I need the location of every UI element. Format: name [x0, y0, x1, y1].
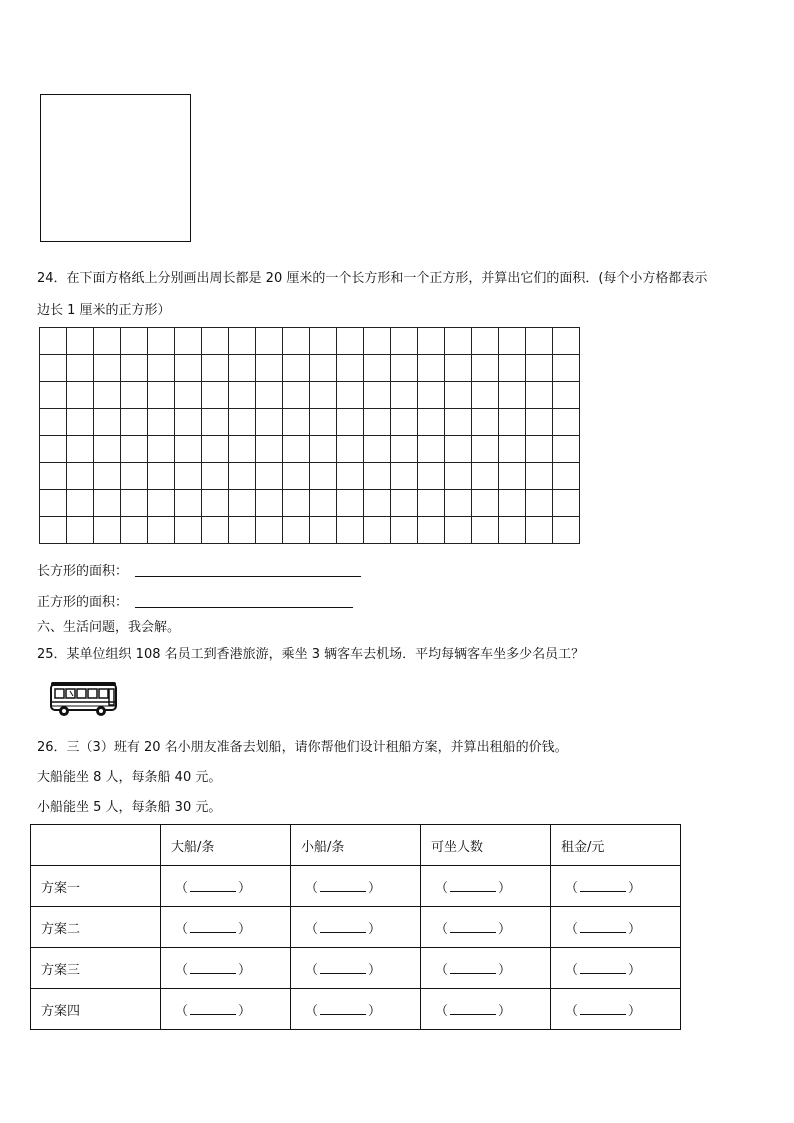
grid-cell[interactable]	[364, 409, 391, 436]
grid-cell[interactable]	[391, 436, 418, 463]
answer-blank-line[interactable]	[450, 1004, 496, 1015]
grid-cell[interactable]	[67, 328, 94, 355]
grid-cell[interactable]	[472, 436, 499, 463]
grid-cell[interactable]	[175, 463, 202, 490]
paren-open: （	[305, 921, 319, 937]
rental-plan-table	[30, 824, 681, 1030]
grid-cell[interactable]	[121, 517, 148, 544]
grid-cell[interactable]	[553, 436, 580, 463]
grid-cell[interactable]	[67, 463, 94, 490]
grid-cell[interactable]	[310, 517, 337, 544]
grid-cell[interactable]	[310, 436, 337, 463]
paren-open: （	[435, 1003, 449, 1019]
answer-blank-line[interactable]	[190, 963, 236, 974]
paren-open: （	[435, 921, 449, 937]
paren-close: ）	[238, 962, 252, 978]
answer-blank-cell[interactable]	[421, 989, 551, 1030]
grid-cell[interactable]	[499, 490, 526, 517]
answer-blank-cell[interactable]	[551, 989, 681, 1030]
grid-cell[interactable]	[229, 463, 256, 490]
grid-cell[interactable]	[418, 382, 445, 409]
paren-close: ）	[368, 962, 382, 978]
answer-blank-cell[interactable]	[161, 989, 291, 1030]
grid-cell[interactable]	[256, 517, 283, 544]
paren-open: （	[175, 1003, 189, 1019]
square-area-label: 正方形的面积：	[37, 595, 129, 610]
q24-text-line1: 24．在下面方格纸上分别画出周长都是 20 厘米的一个长方形和一个正方形，并算出它们的面积．(每个小方格都表示	[37, 271, 708, 286]
grid-cell[interactable]	[175, 409, 202, 436]
paren-close: ）	[498, 880, 512, 896]
paren-close: ）	[628, 921, 642, 937]
grid-cell[interactable]	[445, 517, 472, 544]
answer-blank-cell[interactable]	[291, 907, 421, 948]
square-figure	[40, 94, 191, 242]
rect-area-label: 长方形的面积：	[37, 564, 129, 579]
grid-cell[interactable]	[121, 436, 148, 463]
paren-close: ）	[498, 921, 512, 937]
grid-row	[40, 436, 580, 463]
table-header-row	[31, 825, 681, 866]
grid-cell[interactable]	[391, 517, 418, 544]
grid-cell[interactable]	[175, 328, 202, 355]
grid-cell[interactable]	[391, 355, 418, 382]
answer-blank-line[interactable]	[190, 1004, 236, 1015]
answer-blank-cell[interactable]	[291, 989, 421, 1030]
grid-cell[interactable]	[175, 355, 202, 382]
grid-cell[interactable]	[40, 328, 67, 355]
grid-cell[interactable]	[283, 436, 310, 463]
answer-blank-line[interactable]	[450, 881, 496, 892]
grid-cell[interactable]	[337, 328, 364, 355]
grid-cell[interactable]	[94, 382, 121, 409]
paren-close: ）	[368, 921, 382, 937]
grid-cell[interactable]	[391, 490, 418, 517]
grid-cell[interactable]	[40, 409, 67, 436]
grid-cell[interactable]	[472, 463, 499, 490]
answer-blank-line[interactable]	[320, 963, 366, 974]
grid-row	[40, 490, 580, 517]
grid-cell[interactable]	[40, 490, 67, 517]
grid-cell[interactable]	[229, 436, 256, 463]
grid-cell[interactable]	[40, 382, 67, 409]
answer-blank-line[interactable]	[580, 881, 626, 892]
answer-blank-cell[interactable]	[161, 866, 291, 907]
table-header-cell: 小船/条	[291, 825, 421, 866]
grid-cell[interactable]	[148, 436, 175, 463]
grid-cell[interactable]	[229, 328, 256, 355]
grid-cell[interactable]	[94, 463, 121, 490]
grid-cell[interactable]	[337, 436, 364, 463]
grid-cell[interactable]	[148, 490, 175, 517]
section6-title: 六、生活问题，我会解。	[37, 620, 181, 635]
grid-cell[interactable]	[256, 382, 283, 409]
grid-cell[interactable]	[148, 382, 175, 409]
grid-cell[interactable]	[499, 436, 526, 463]
grid-cell[interactable]	[94, 328, 121, 355]
grid-cell[interactable]	[418, 517, 445, 544]
grid-cell[interactable]	[148, 517, 175, 544]
grid-cell[interactable]	[499, 463, 526, 490]
paren-close: ）	[368, 880, 382, 896]
grid-cell[interactable]	[310, 409, 337, 436]
grid-cell[interactable]	[148, 328, 175, 355]
paren-open: （	[175, 921, 189, 937]
grid-cell[interactable]	[445, 409, 472, 436]
table-header-cell	[31, 825, 161, 866]
grid-cell[interactable]	[418, 436, 445, 463]
grid-cell[interactable]	[202, 463, 229, 490]
paren-close: ）	[628, 1003, 642, 1019]
grid-cell[interactable]	[553, 328, 580, 355]
grid-cell[interactable]	[202, 517, 229, 544]
grid-cell[interactable]	[202, 355, 229, 382]
grid-cell[interactable]	[310, 382, 337, 409]
grid-cell[interactable]	[472, 382, 499, 409]
grid-row	[40, 463, 580, 490]
grid-cell[interactable]	[67, 436, 94, 463]
grid-cell[interactable]	[337, 490, 364, 517]
grid-cell[interactable]	[94, 409, 121, 436]
grid-row	[40, 328, 580, 355]
grid-cell[interactable]	[391, 328, 418, 355]
grid-cell[interactable]	[283, 328, 310, 355]
grid-cell[interactable]	[202, 436, 229, 463]
answer-blank-cell[interactable]	[551, 907, 681, 948]
big-boat-info: 大船能坐 8 人，每条船 40 元。	[37, 770, 222, 785]
bus-icon	[49, 681, 119, 719]
answer-blank-cell[interactable]	[291, 948, 421, 989]
grid-cell[interactable]	[229, 355, 256, 382]
grid-cell[interactable]	[553, 355, 580, 382]
answer-blank-line[interactable]	[320, 922, 366, 933]
grid-cell[interactable]	[175, 490, 202, 517]
paren-open: （	[305, 1003, 319, 1019]
grid-cell[interactable]	[67, 382, 94, 409]
answer-blank-line[interactable]	[580, 963, 626, 974]
grid-cell[interactable]	[121, 463, 148, 490]
paren-open: （	[175, 962, 189, 978]
grid-cell[interactable]	[445, 355, 472, 382]
grid-cell[interactable]	[94, 355, 121, 382]
paren-close: ）	[238, 880, 252, 896]
grid-cell[interactable]	[391, 409, 418, 436]
grid-cell[interactable]	[526, 328, 553, 355]
grid-cell[interactable]	[229, 409, 256, 436]
answer-blank-cell[interactable]	[291, 866, 421, 907]
grid-cell[interactable]	[391, 382, 418, 409]
grid-cell[interactable]	[175, 436, 202, 463]
grid-cell[interactable]	[553, 382, 580, 409]
grid-cell[interactable]	[310, 463, 337, 490]
grid-cell[interactable]	[148, 463, 175, 490]
grid-cell[interactable]	[337, 382, 364, 409]
answer-blank-line[interactable]	[190, 881, 236, 892]
grid-cell[interactable]	[256, 490, 283, 517]
grid-cell[interactable]	[472, 409, 499, 436]
grid-cell[interactable]	[256, 463, 283, 490]
grid-cell[interactable]	[553, 409, 580, 436]
paren-open: （	[305, 880, 319, 896]
grid-cell[interactable]	[67, 355, 94, 382]
grid-cell[interactable]	[526, 382, 553, 409]
grid-cell[interactable]	[121, 382, 148, 409]
grid-cell[interactable]	[256, 355, 283, 382]
grid-cell[interactable]	[337, 409, 364, 436]
answer-blank-line[interactable]	[450, 922, 496, 933]
answer-blank-cell[interactable]	[421, 907, 551, 948]
table-header-cell: 大船/条	[161, 825, 291, 866]
q24-text-line2: 边长 1 厘米的正方形）	[37, 303, 171, 318]
grid-cell[interactable]	[229, 517, 256, 544]
grid-cell[interactable]	[472, 355, 499, 382]
grid-row	[40, 517, 580, 544]
paren-close: ）	[628, 880, 642, 896]
grid-cell[interactable]	[202, 490, 229, 517]
grid-cell[interactable]	[553, 463, 580, 490]
grid-cell[interactable]	[283, 490, 310, 517]
paren-close: ）	[628, 962, 642, 978]
grid-cell[interactable]	[364, 436, 391, 463]
rect-area-answer-line[interactable]	[135, 576, 361, 577]
grid-row	[40, 382, 580, 409]
grid-cell[interactable]	[364, 463, 391, 490]
answer-blank-cell[interactable]	[161, 948, 291, 989]
grid-cell[interactable]	[256, 409, 283, 436]
grid-cell[interactable]	[202, 409, 229, 436]
grid-paper[interactable]	[39, 327, 580, 544]
grid-cell[interactable]	[337, 463, 364, 490]
grid-cell[interactable]	[499, 328, 526, 355]
grid-cell[interactable]	[121, 328, 148, 355]
grid-row	[40, 409, 580, 436]
paren-close: ）	[368, 1003, 382, 1019]
grid-cell[interactable]	[526, 517, 553, 544]
paren-close: ）	[498, 962, 512, 978]
table-header-cell: 可坐人数	[421, 825, 551, 866]
grid-cell[interactable]	[391, 463, 418, 490]
grid-cell[interactable]	[526, 463, 553, 490]
grid-cell[interactable]	[499, 409, 526, 436]
grid-row	[40, 355, 580, 382]
table-row	[31, 907, 681, 948]
paren-open: （	[435, 962, 449, 978]
q25-text: 25．某单位组织 108 名员工到香港旅游，乘坐 3 辆客车去机场．平均每辆客车坐多少名员工？	[37, 647, 585, 662]
grid-cell[interactable]	[40, 355, 67, 382]
grid-cell[interactable]	[526, 355, 553, 382]
paren-open: （	[565, 962, 579, 978]
grid-cell[interactable]	[256, 436, 283, 463]
grid-cell[interactable]	[418, 409, 445, 436]
plan-label: 方案一	[31, 866, 161, 907]
grid-cell[interactable]	[472, 517, 499, 544]
grid-cell[interactable]	[229, 490, 256, 517]
grid-cell[interactable]	[283, 463, 310, 490]
answer-blank-line[interactable]	[580, 1004, 626, 1015]
q26-text: 26．三（3）班有 20 名小朋友准备去划船，请你帮他们设计租船方案，并算出租船的价钱。	[37, 740, 568, 755]
grid-cell[interactable]	[499, 517, 526, 544]
plan-label: 方案二	[31, 907, 161, 948]
grid-cell[interactable]	[445, 463, 472, 490]
grid-cell[interactable]	[202, 382, 229, 409]
answer-blank-line[interactable]	[450, 963, 496, 974]
answer-blank-cell[interactable]	[551, 866, 681, 907]
grid-cell[interactable]	[526, 409, 553, 436]
grid-cell[interactable]	[67, 517, 94, 544]
grid-cell[interactable]	[499, 355, 526, 382]
grid-cell[interactable]	[121, 490, 148, 517]
grid-cell[interactable]	[175, 382, 202, 409]
table-row	[31, 948, 681, 989]
paren-close: ）	[238, 1003, 252, 1019]
square-area-answer-line[interactable]	[135, 607, 353, 608]
grid-cell[interactable]	[418, 328, 445, 355]
grid-cell[interactable]	[40, 517, 67, 544]
grid-cell[interactable]	[283, 355, 310, 382]
paren-open: （	[435, 880, 449, 896]
grid-cell[interactable]	[94, 436, 121, 463]
grid-cell[interactable]	[364, 490, 391, 517]
grid-cell[interactable]	[472, 328, 499, 355]
grid-cell[interactable]	[472, 490, 499, 517]
grid-cell[interactable]	[283, 382, 310, 409]
answer-blank-line[interactable]	[580, 922, 626, 933]
grid-cell[interactable]	[121, 355, 148, 382]
grid-cell[interactable]	[283, 517, 310, 544]
grid-cell[interactable]	[94, 517, 121, 544]
grid-cell[interactable]	[364, 382, 391, 409]
grid-cell[interactable]	[445, 490, 472, 517]
grid-cell[interactable]	[418, 355, 445, 382]
grid-cell[interactable]	[526, 436, 553, 463]
answer-blank-cell[interactable]	[421, 948, 551, 989]
answer-blank-line[interactable]	[320, 1004, 366, 1015]
answer-blank-cell[interactable]	[161, 907, 291, 948]
grid-cell[interactable]	[175, 517, 202, 544]
grid-cell[interactable]	[445, 436, 472, 463]
answer-blank-cell[interactable]	[421, 866, 551, 907]
grid-cell[interactable]	[337, 517, 364, 544]
grid-cell[interactable]	[337, 355, 364, 382]
grid-cell[interactable]	[364, 328, 391, 355]
plan-label: 方案四	[31, 989, 161, 1030]
paren-open: （	[305, 962, 319, 978]
table-row	[31, 989, 681, 1030]
plan-label: 方案三	[31, 948, 161, 989]
paren-close: ）	[238, 921, 252, 937]
paren-open: （	[565, 880, 579, 896]
grid-cell[interactable]	[526, 490, 553, 517]
grid-cell[interactable]	[418, 463, 445, 490]
paren-open: （	[565, 1003, 579, 1019]
grid-cell[interactable]	[445, 382, 472, 409]
grid-cell[interactable]	[310, 355, 337, 382]
grid-cell[interactable]	[256, 328, 283, 355]
grid-cell[interactable]	[67, 490, 94, 517]
grid-cell[interactable]	[121, 409, 148, 436]
grid-cell[interactable]	[364, 355, 391, 382]
answer-blank-cell[interactable]	[551, 948, 681, 989]
grid-cell[interactable]	[418, 490, 445, 517]
grid-cell[interactable]	[445, 328, 472, 355]
grid-cell[interactable]	[202, 328, 229, 355]
table-header-cell: 租金/元	[551, 825, 681, 866]
grid-cell[interactable]	[40, 463, 67, 490]
table-row	[31, 866, 681, 907]
grid-cell[interactable]	[364, 517, 391, 544]
paren-open: （	[175, 880, 189, 896]
grid-cell[interactable]	[553, 490, 580, 517]
grid-cell[interactable]	[40, 436, 67, 463]
grid-cell[interactable]	[553, 517, 580, 544]
paren-open: （	[565, 921, 579, 937]
grid-cell[interactable]	[283, 409, 310, 436]
grid-cell[interactable]	[148, 355, 175, 382]
grid-cell[interactable]	[229, 382, 256, 409]
grid-cell[interactable]	[310, 490, 337, 517]
grid-cell[interactable]	[310, 328, 337, 355]
small-boat-info: 小船能坐 5 人，每条船 30 元。	[37, 800, 222, 815]
paren-close: ）	[498, 1003, 512, 1019]
answer-blank-line[interactable]	[320, 881, 366, 892]
answer-blank-line[interactable]	[190, 922, 236, 933]
grid-cell[interactable]	[94, 490, 121, 517]
grid-cell[interactable]	[148, 409, 175, 436]
grid-cell[interactable]	[499, 382, 526, 409]
grid-cell[interactable]	[67, 409, 94, 436]
